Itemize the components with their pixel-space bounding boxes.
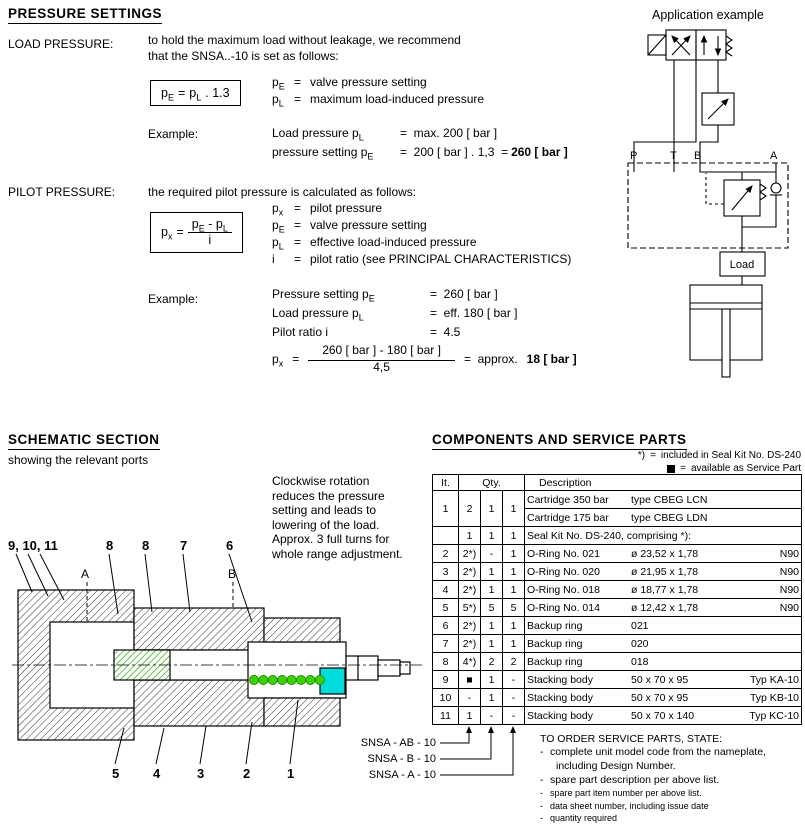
variant-snsa-b-10: SNSA - B - 10 [367, 753, 436, 765]
item-label-8a: 8 [106, 538, 114, 553]
pilot-formula-box: $p_x$ = $\frac{p_E - p_L}{i}$ [150, 212, 243, 253]
order-title: TO ORDER SERVICE PARTS, STATE: [540, 733, 723, 745]
piston-rod [722, 309, 730, 377]
pilot-example: Pressure setting $p_E$ = 260 [ bar ] Load pressure $p_L$ = eff. 180 [ bar ] Pilot ratio i = 4.5 [272, 287, 518, 339]
item-label-4: 4 [153, 766, 161, 781]
parts-row: 7 2*) 1 1 Backup ring 020 [433, 635, 802, 653]
parts-row: 9 ■ 1 - Stacking body 50 x 70 x 95 Typ KA-10 [433, 671, 802, 689]
parts-row: 1 1 1 Seal Kit No. DS-240, comprising *): [433, 527, 802, 545]
load-formula-legend: $p_E$ = valve pressure setting $p_L$ = maximum load-induced pressure [272, 75, 485, 109]
application-example-title: Application example [652, 8, 764, 22]
pilot-formula-legend: $p_x$ = pilot pressure $p_E$ = valve pressure setting $p_L$ = effective load-induced pressure i = pilot ratio (see PRINCIPAL CHARACTERISTICS) [272, 201, 572, 266]
order-info: TO ORDER SERVICE PARTS, STATE: - complete unit model code from the nameplate, including Design Number. - spare part description per above list. - spare part item number per above list. - data sheet number, including issue date - quantity required [540, 733, 802, 825]
manifold-outline [628, 163, 788, 248]
parts-header-row: It. Qty. Description [433, 475, 802, 491]
parts-table [432, 474, 802, 725]
pilot-pressure-label: PILOT PRESSURE: [8, 185, 116, 199]
load-example-label: Example: [148, 127, 199, 141]
item-label-5: 5 [112, 766, 120, 781]
load-example: Load pressure $p_L$ = max. 200 [ bar ] pressure setting $p_E$ = 200 [ bar ] . 1,3 = 260 [ bar ] [272, 126, 568, 162]
item-label-7: 7 [180, 538, 188, 553]
parts-row: 1 2 1 1 Cartridge 350 bar type CBEG LCN [433, 491, 802, 509]
port-a-section-label: A [81, 567, 90, 581]
load-label: Load [729, 259, 755, 271]
valve-body-upper [134, 608, 264, 650]
valve-body-lower [134, 680, 264, 726]
components-title: COMPONENTS AND SERVICE PARTS [432, 432, 687, 450]
parts-row: 2 2*) - 1 O-Ring No. 021 ø 23,52 x 1,78 N90 [433, 545, 802, 563]
load-pressure-intro: to hold the maximum load without leakage, we recommend that the SNSA..-10 is set as follows: [148, 33, 461, 63]
schematic-subtitle: showing the relevant ports [8, 453, 149, 467]
parts-row: 5 5*) 5 5 O-Ring No. 014 ø 12,42 x 1,78 N90 [433, 599, 802, 617]
port-t-label: T [670, 150, 677, 162]
item-label-8b: 8 [142, 538, 150, 553]
adjust-screw [346, 656, 378, 680]
port-b-section-label: B [228, 567, 237, 581]
load-formula-box: $p_E$ = $p_L$ . 1.3 [150, 80, 241, 106]
item-label-3: 3 [197, 766, 205, 781]
variant-labels [346, 735, 436, 783]
parts-row: Cartridge 175 bar type CBEG LDN [433, 509, 802, 527]
item-label-9-10-11: 9, 10, 11 [8, 538, 58, 553]
parts-row: 11 1 - - Stacking body 50 x 70 x 140 Typ KC-10 [433, 707, 802, 725]
item-label-6: 6 [226, 538, 234, 553]
pressure-settings-title: PRESSURE SETTINGS [8, 6, 162, 24]
parts-row: 10 - 1 - Stacking body 50 x 70 x 95 Typ KB-10 [433, 689, 802, 707]
application-example-diagram [620, 22, 805, 397]
item-label-2: 2 [243, 766, 251, 781]
variant-arrows [438, 726, 548, 784]
parts-row: 8 4*) 2 2 Backup ring 018 [433, 653, 802, 671]
spring-icon [726, 36, 732, 56]
pilot-example-label: Example: [148, 292, 199, 306]
port-a-label: A [770, 150, 778, 162]
parts-row: 4 2*) 1 1 O-Ring No. 018 ø 18,77 x 1,78 N90 [433, 581, 802, 599]
load-pressure-label: LOAD PRESSURE: [8, 37, 114, 51]
item-label-1: 1 [287, 766, 295, 781]
variant-snsa-ab-10: SNSA - AB - 10 [360, 737, 436, 749]
parts-row: 3 2*) 1 1 O-Ring No. 020 ø 21,95 x 1,78 N90 [433, 563, 802, 581]
service-part-icon [667, 465, 675, 473]
parts-legend: *) = included in Seal Kit No. DS-240 = available as Service Part [637, 450, 801, 474]
pilot-example-calc: $p_x$ = $\frac{\text{260 [ bar ] - 180 [ bar ]}}{4,5}$ = approx. 18 [ bar ] [272, 343, 577, 374]
parts-row: 6 2*) 1 1 Backup ring 021 [433, 617, 802, 635]
cb-spring-icon [760, 184, 766, 200]
variant-snsa-a-10: SNSA - A - 10 [368, 769, 436, 781]
pilot-pressure-intro: the required pilot pressure is calculated as follows: [148, 185, 417, 199]
port-p-label: P [630, 150, 638, 162]
port-b-label: B [694, 150, 702, 162]
schematic-title: SCHEMATIC SECTION [8, 432, 160, 450]
check-valve-icon [771, 183, 781, 193]
rotation-note: Clockwise rotation reduces the pressure setting and leads to lowering of the load. Approx. 3 full turns for whole range adjustment. [272, 474, 403, 561]
